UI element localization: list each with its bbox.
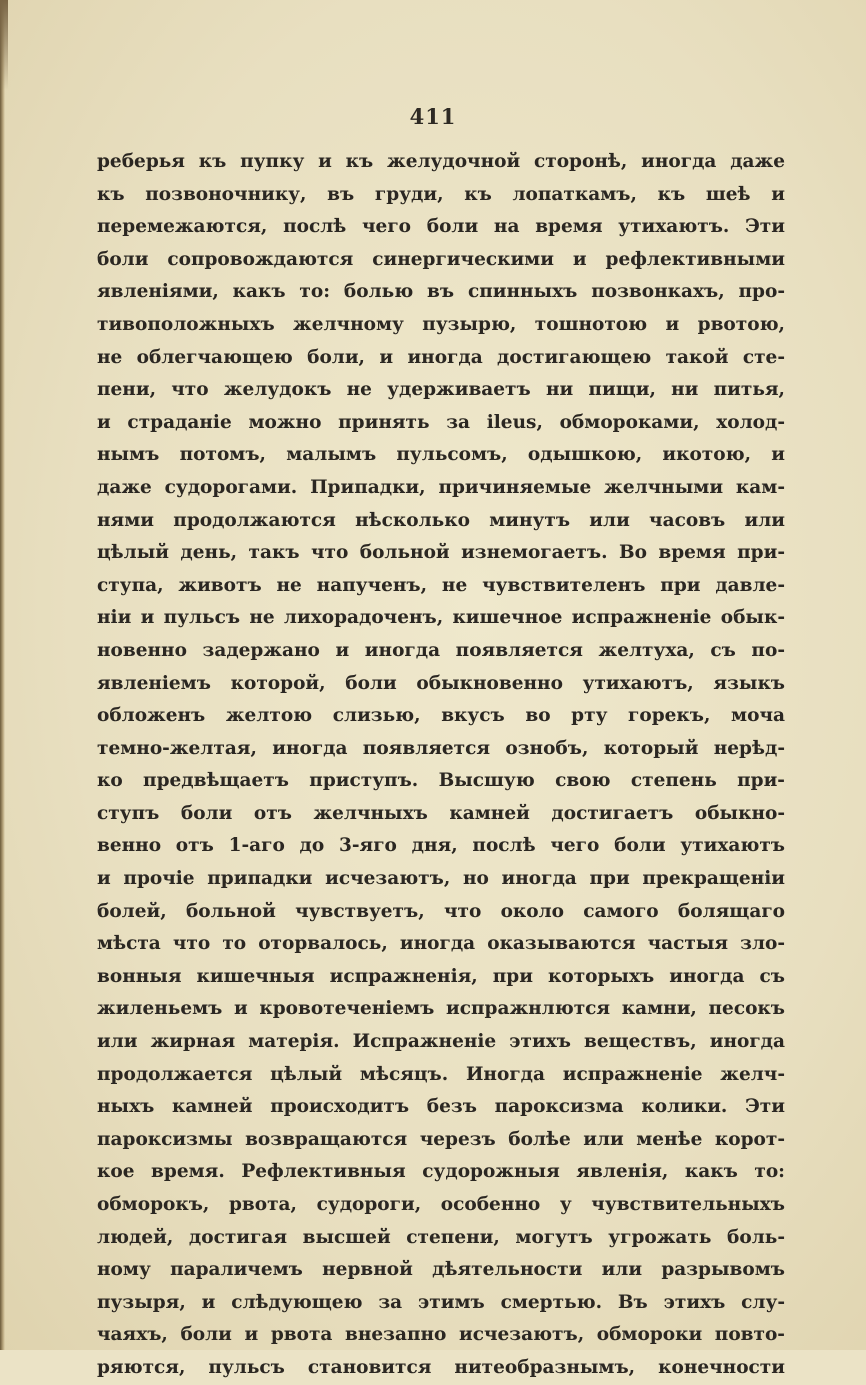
text-line: или жирная матерія. Испражненіе этихъ веществъ, иногда [97, 1031, 785, 1053]
text-line: обморокъ, рвота, судороги, особенно у чувствительныхъ [97, 1194, 785, 1215]
text-line: мѣста что то оторвалось, иногда оказываются частыя зло- [97, 933, 785, 955]
text-line: явленіями, какъ то: болью въ спинныхъ позвонкахъ, про- [97, 281, 785, 303]
text-line: продолжается цѣлый мѣсяцъ. Иногда испражненіе желч- [97, 1063, 785, 1085]
text-line: вонныя кишечныя испражненія, при которыхъ иногда съ [97, 965, 785, 987]
text-line: реберья къ пупку и къ желудочной сторонѣ, иногда даже [97, 151, 785, 172]
text-line: болей, больной чувствуетъ, что около самого болящаго [97, 900, 785, 922]
text-line: ступа, животъ не напученъ, не чувствителенъ при давле- [97, 574, 785, 596]
text-line: людей, достигая высшей степени, могутъ угрожать боль- [97, 1226, 785, 1248]
body-text [97, 146, 785, 1385]
text-line: ряются, пульсъ становится нитеобразнымъ, конечности [97, 1356, 785, 1378]
text-line: не облегчающею боли, и иногда достигающею такой сте- [97, 346, 785, 368]
text-line: тивоположныхъ желчному пузырю, тошнотою и рвотою, [97, 313, 785, 335]
text-line: явленіемъ которой, боли обыкновенно утихаютъ, языкъ [97, 672, 785, 694]
text-line: и страданіе можно принять за ileus, обмороками, холод- [97, 411, 785, 433]
text-line: ніи и пульсъ не лихорадоченъ, кишечное испражненіе обык- [97, 607, 785, 629]
text-line: и прочіе припадки исчезаютъ, но иногда при прекращеніи [97, 868, 785, 890]
text-line: нями продолжаются нѣсколько минутъ или часовъ или [97, 509, 785, 531]
text-line: цѣлый день, такъ что больной изнемогаетъ. Во время при- [97, 542, 785, 564]
text-line: перемежаются, послѣ чего боли на время утихаютъ. Эти [97, 216, 785, 238]
text-line: ко предвѣщаетъ приступъ. Высшую свою степень при- [97, 770, 785, 792]
text-line: жиленьемъ и кровотеченіемъ испражнлются камни, песокъ [97, 998, 785, 1020]
text-line: ступъ боли отъ желчныхъ камней достигаетъ обыкно- [97, 802, 785, 824]
text-line: даже судорогами. Припадки, причиняемые желчными кам- [97, 476, 785, 498]
text-line: ныхъ камней происходитъ безъ пароксизма колики. Эти [97, 1096, 785, 1118]
text-line: нымъ потомъ, малымъ пульсомъ, одышкою, икотою, и [97, 444, 785, 466]
text-line: пени, что желудокъ не удерживаетъ ни пищи, ни питья, [97, 379, 785, 401]
text-line: венно отъ 1-аго до 3-яго дня, послѣ чего боли утихаютъ [97, 835, 785, 857]
text-line: пузыря, и слѣдующею за этимъ смертью. Въ этихъ слу- [97, 1291, 785, 1313]
text-line: ному параличемъ нервной дѣятельности или разрывомъ [97, 1259, 785, 1281]
text-line: кое время. Рефлективныя судорожныя явленія, какъ то: [97, 1161, 785, 1183]
text-line: темно-желтая, иногда появляется ознобъ, который нерѣд- [97, 737, 785, 759]
page-number: 411 [409, 104, 457, 129]
text-line: новенно задержано и иногда появляется желтуха, съ по- [97, 639, 785, 661]
page-binding-edge [0, 0, 5, 1350]
text-line: пароксизмы возвращаются черезъ болѣе или менѣе корот- [97, 1128, 785, 1150]
text-line: боли сопровождаются синергическими и рефлективными [97, 248, 785, 270]
text-line: чаяхъ, боли и рвота внезапно исчезаютъ, обмороки повто- [97, 1324, 785, 1346]
text-line: обложенъ желтою слизью, вкусъ во рту горекъ, моча [97, 705, 785, 727]
page-stain [0, 0, 8, 90]
text-line: къ позвоночнику, въ груди, къ лопаткамъ, къ шеѣ и [97, 183, 785, 205]
